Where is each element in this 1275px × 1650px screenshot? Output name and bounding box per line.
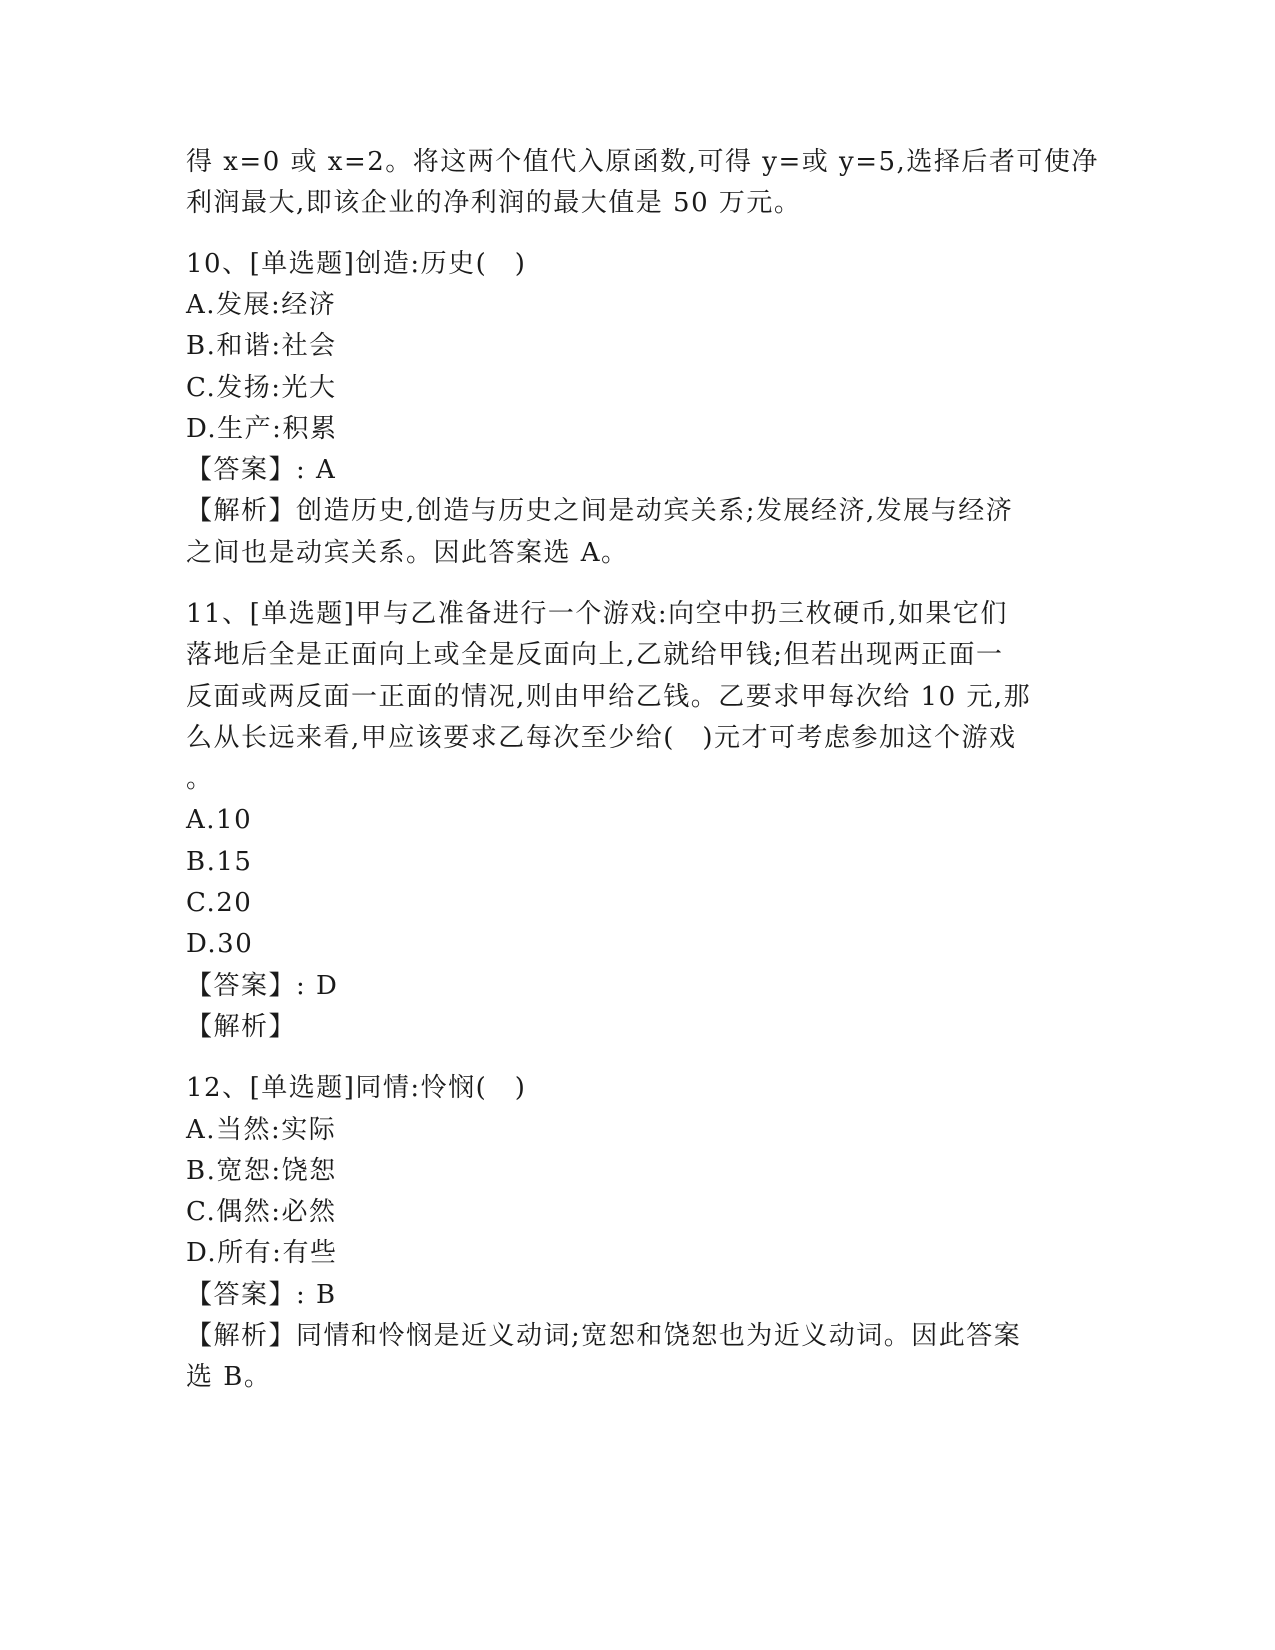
intro-line-1: 得 x=0 或 x=2。将这两个值代入原函数,可得 y=或 y=5,选择后者可使净 [186, 147, 1099, 177]
q12-option-d: D.所有:有些 [186, 1238, 338, 1268]
q10-option-d: D.生产:积累 [186, 414, 338, 444]
q11-option-b: B.15 [186, 847, 253, 877]
q11-option-d: D.30 [186, 929, 254, 959]
q12-analysis-line-1: 【解析】同情和怜悯是近义动词;宽恕和饶恕也为近义动词。因此答案 [186, 1321, 1022, 1351]
q10-analysis-line-1: 【解析】创造历史,创造与历史之间是动宾关系;发展经济,发展与经济 [186, 496, 1014, 526]
q12-analysis-line-2: 选 B。 [186, 1362, 272, 1392]
q11-stem-line-2: 落地后全是正面向上或全是反面向上,乙就给甲钱;但若出现两正面一 [186, 640, 1004, 670]
q10-stem: 10、[单选题]创造:历史( ) [186, 249, 527, 279]
q10-answer: 【答案】: A [186, 455, 337, 485]
q10-option-b: B.和谐:社会 [186, 331, 337, 361]
q11-analysis: 【解析】 [186, 1012, 297, 1042]
q10-analysis-line-2: 之间也是动宾关系。因此答案选 A。 [186, 538, 629, 568]
q11-option-c: C.20 [186, 888, 253, 918]
q11-stem-line-1: 11、[单选题]甲与乙准备进行一个游戏:向空中扔三枚硬币,如果它们 [186, 599, 1008, 629]
q12-option-a: A.当然:实际 [186, 1115, 337, 1145]
q11-stem-line-4: 么从长远来看,甲应该要求乙每次至少给( )元才可考虑参加这个游戏 [186, 723, 1017, 753]
q10-option-c: C.发扬:光大 [186, 373, 337, 403]
q11-answer: 【答案】: D [186, 971, 339, 1001]
q10-option-a: A.发展:经济 [186, 290, 337, 320]
q12-answer: 【答案】: B [186, 1280, 337, 1310]
q12-option-c: C.偶然:必然 [186, 1197, 337, 1227]
q12-stem: 12、[单选题]同情:怜悯( ) [186, 1073, 527, 1103]
intro-line-2: 利润最大,即该企业的净利润的最大值是 50 万元。 [186, 188, 802, 218]
q11-option-a: A.10 [186, 805, 253, 835]
q11-stem-line-3: 反面或两反面一正面的情况,则由甲给乙钱。乙要求甲每次给 10 元,那 [186, 682, 1032, 712]
q11-stem-line-5: 。 [186, 764, 214, 794]
q12-option-b: B.宽恕:饶恕 [186, 1156, 337, 1186]
